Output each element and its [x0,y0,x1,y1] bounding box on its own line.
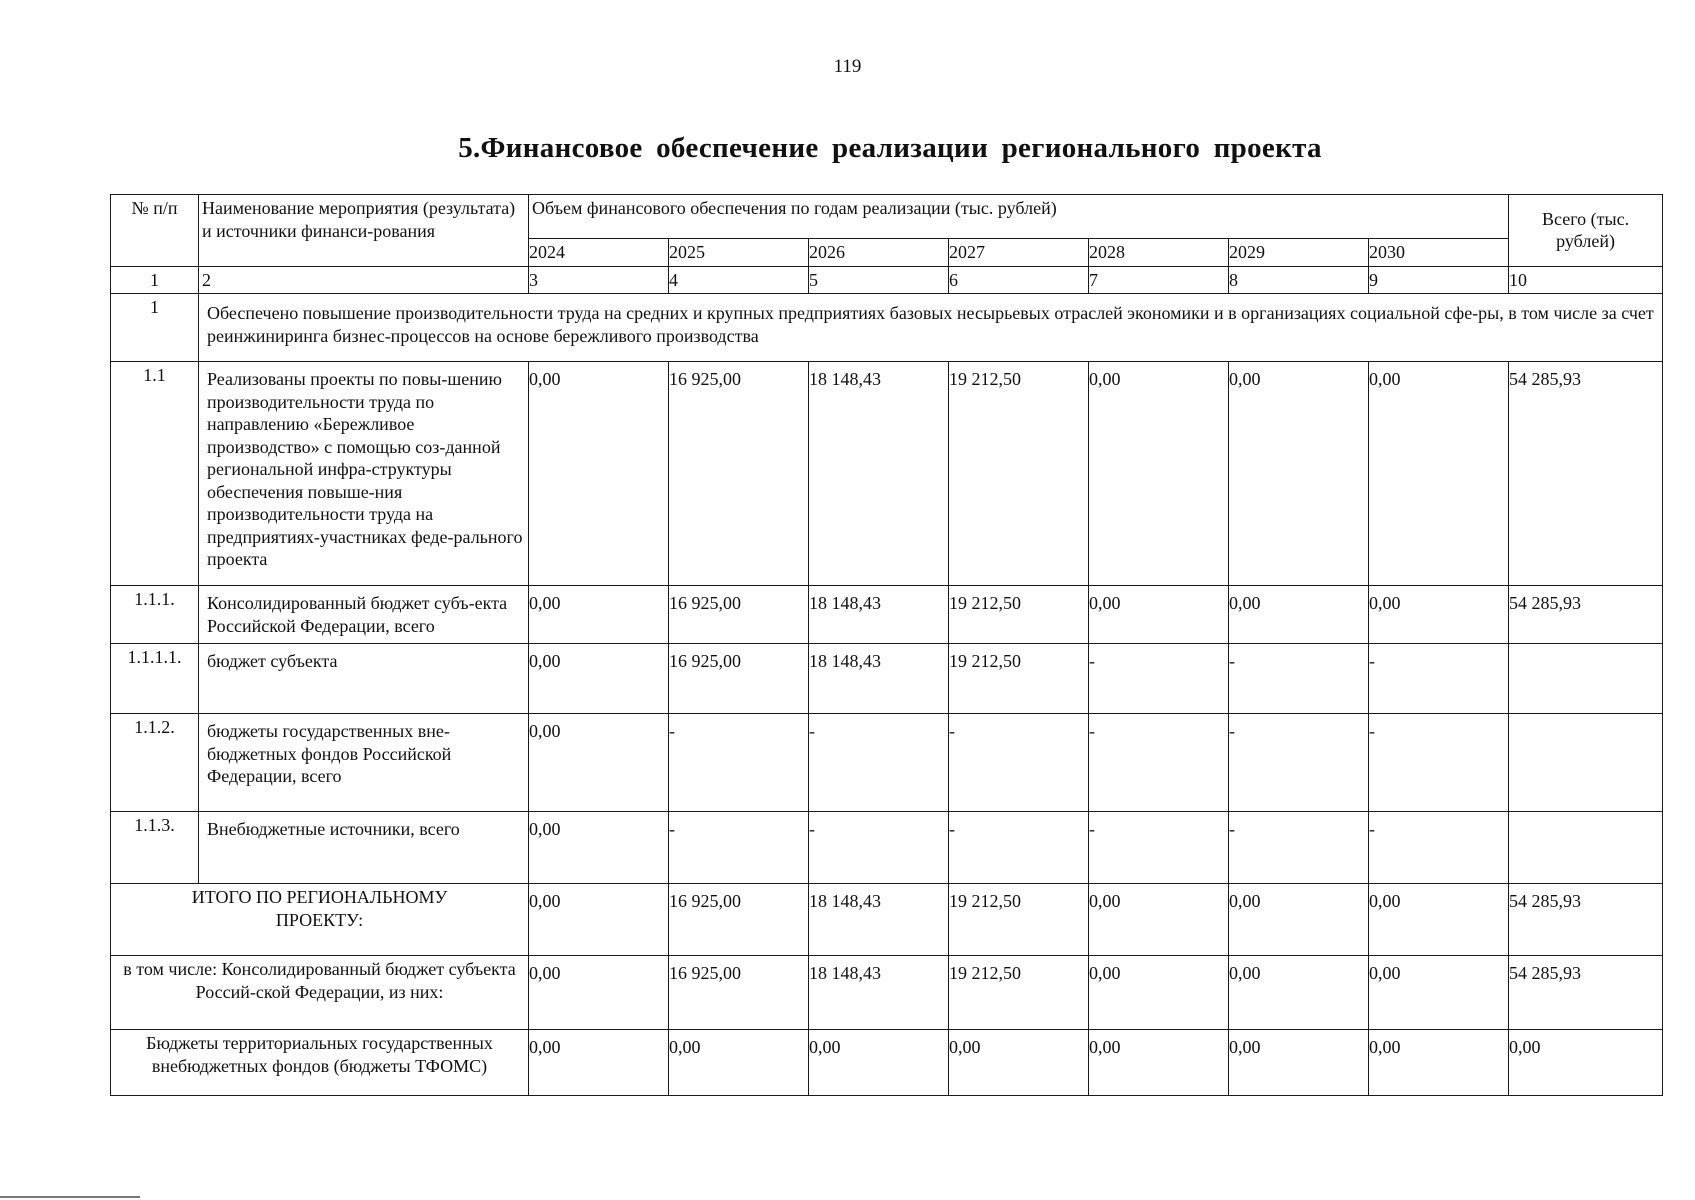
row-name: Реализованы проекты по повы-шению производительности труда по направлению «Бережливое производство» с помощью соз-данной региональной инфра-структуры обеспечения повыше-ния производительности труда на предприятиях-участниках феде-рального проекта [199,362,529,586]
section-num: 1 [111,294,199,362]
value-cell: 0,00 [1369,586,1509,644]
row-name: Консолидированный бюджет субъ-екта Российской Федерации, всего [199,586,529,644]
value-cell: 19 212,50 [949,644,1089,714]
total-cell [1509,644,1663,714]
index-cell: 3 [529,266,669,294]
total-cell: 54 285,93 [1509,884,1663,956]
value-cell: 0,00 [1089,956,1229,1030]
row-num: 1.1.1.1. [111,644,199,714]
value-cell: 0,00 [529,586,669,644]
value-cell: 0,00 [529,362,669,586]
table-row [111,362,1663,586]
value-cell: 0,00 [809,1030,949,1096]
row-name: бюджет субъекта [199,644,529,714]
financing-table [110,194,1663,1096]
row-name: Внебюджетные источники, всего [199,812,529,884]
value-cell: 0,00 [529,884,669,956]
value-cell: 0,00 [1229,1030,1369,1096]
page-number: 119 [833,56,862,77]
total-row [111,1030,1663,1096]
value-cell: 18 148,43 [809,362,949,586]
value-cell: 0,00 [1089,884,1229,956]
index-cell: 7 [1089,266,1229,294]
value-cell: 18 148,43 [809,586,949,644]
value-cell: 19 212,50 [949,362,1089,586]
value-cell: - [1369,714,1509,812]
value-cell: 16 925,00 [669,956,809,1030]
value-cell: 0,00 [1229,362,1369,586]
value-cell: - [1089,644,1229,714]
value-cell: - [949,714,1089,812]
value-cell: 0,00 [1229,884,1369,956]
value-cell: 0,00 [949,1030,1089,1096]
scan-edge-line [0,1196,140,1198]
value-cell: 0,00 [1369,956,1509,1030]
value-cell: 19 212,50 [949,956,1089,1030]
value-cell: 0,00 [1229,586,1369,644]
value-cell: 0,00 [529,714,669,812]
value-cell: 0,00 [1089,586,1229,644]
value-cell: 0,00 [1369,1030,1509,1096]
value-cell: 0,00 [1089,362,1229,586]
header-name: Наименование мероприятия (результата) и источники финанси-рования [199,195,529,267]
total-cell: 54 285,93 [1509,362,1663,586]
value-cell: - [809,812,949,884]
value-cell: - [1229,714,1369,812]
header-total: Всего (тыс. рублей) [1509,195,1663,267]
page-title: 5.Финансовое обеспечение реализации регионального проекта [458,132,1322,164]
table-row [111,714,1663,812]
index-cell: 2 [199,266,529,294]
table-row [111,812,1663,884]
row-num: 1.1 [111,362,199,586]
year-cell: 2029 [1229,239,1369,267]
total-cell: 54 285,93 [1509,956,1663,1030]
total-label: ИТОГО ПО РЕГИОНАЛЬНОМУ ПРОЕКТУ: [111,884,529,956]
index-row [111,266,1663,294]
index-cell: 1 [111,266,199,294]
section-text: Обеспечено повышение производительности труда на средних и крупных предприятиях базовых несырьевых отраслей экономики и в организациях социальной сфе-ры, в том числе за счет реинжиниринга бизнес-процессов на основе бережливого производства [199,294,1663,362]
total-label: в том числе: Консолидированный бюджет субъекта Россий-ской Федерации, из них: [111,956,529,1030]
value-cell: 18 148,43 [809,884,949,956]
value-cell: 0,00 [529,644,669,714]
total-row [111,884,1663,956]
total-cell: 0,00 [1509,1030,1663,1096]
index-cell: 10 [1509,266,1663,294]
value-cell: - [1089,812,1229,884]
value-cell: 0,00 [1369,362,1509,586]
value-cell: 0,00 [529,1030,669,1096]
value-cell: 16 925,00 [669,586,809,644]
value-cell: 0,00 [529,956,669,1030]
year-cell: 2027 [949,239,1089,267]
total-label: Бюджеты территориальных государственных внебюджетных фондов (бюджеты ТФОМС) [111,1030,529,1096]
total-cell [1509,812,1663,884]
header-volume: Объем финансового обеспечения по годам реализации (тыс. рублей) [529,195,1509,239]
value-cell: 19 212,50 [949,586,1089,644]
total-cell: 54 285,93 [1509,586,1663,644]
table-row [111,644,1663,714]
value-cell: - [669,714,809,812]
value-cell: 0,00 [1369,884,1509,956]
year-cell: 2026 [809,239,949,267]
year-cell: 2025 [669,239,809,267]
index-cell: 8 [1229,266,1369,294]
value-cell: 0,00 [529,812,669,884]
value-cell: - [1229,644,1369,714]
value-cell: 18 148,43 [809,956,949,1030]
index-cell: 6 [949,266,1089,294]
total-row [111,956,1663,1030]
value-cell: 16 925,00 [669,644,809,714]
row-num: 1.1.3. [111,812,199,884]
header-num: № п/п [111,195,199,267]
section-row [111,294,1663,362]
value-cell: - [949,812,1089,884]
value-cell: - [1089,714,1229,812]
value-cell: 0,00 [669,1030,809,1096]
value-cell: - [1229,812,1369,884]
index-cell: 5 [809,266,949,294]
index-cell: 4 [669,266,809,294]
value-cell: 18 148,43 [809,644,949,714]
year-cell: 2030 [1369,239,1509,267]
value-cell: 0,00 [1229,956,1369,1030]
value-cell: 16 925,00 [669,362,809,586]
year-cell: 2024 [529,239,669,267]
table-row [111,586,1663,644]
value-cell: 19 212,50 [949,884,1089,956]
value-cell: 16 925,00 [669,884,809,956]
value-cell: 0,00 [1089,1030,1229,1096]
index-cell: 9 [1369,266,1509,294]
total-cell [1509,714,1663,812]
row-num: 1.1.1. [111,586,199,644]
value-cell: - [809,714,949,812]
row-name: бюджеты государственных вне-бюджетных фондов Российской Федерации, всего [199,714,529,812]
value-cell: - [1369,644,1509,714]
row-num: 1.1.2. [111,714,199,812]
value-cell: - [1369,812,1509,884]
value-cell: - [669,812,809,884]
year-cell: 2028 [1089,239,1229,267]
header-row [111,195,1663,239]
